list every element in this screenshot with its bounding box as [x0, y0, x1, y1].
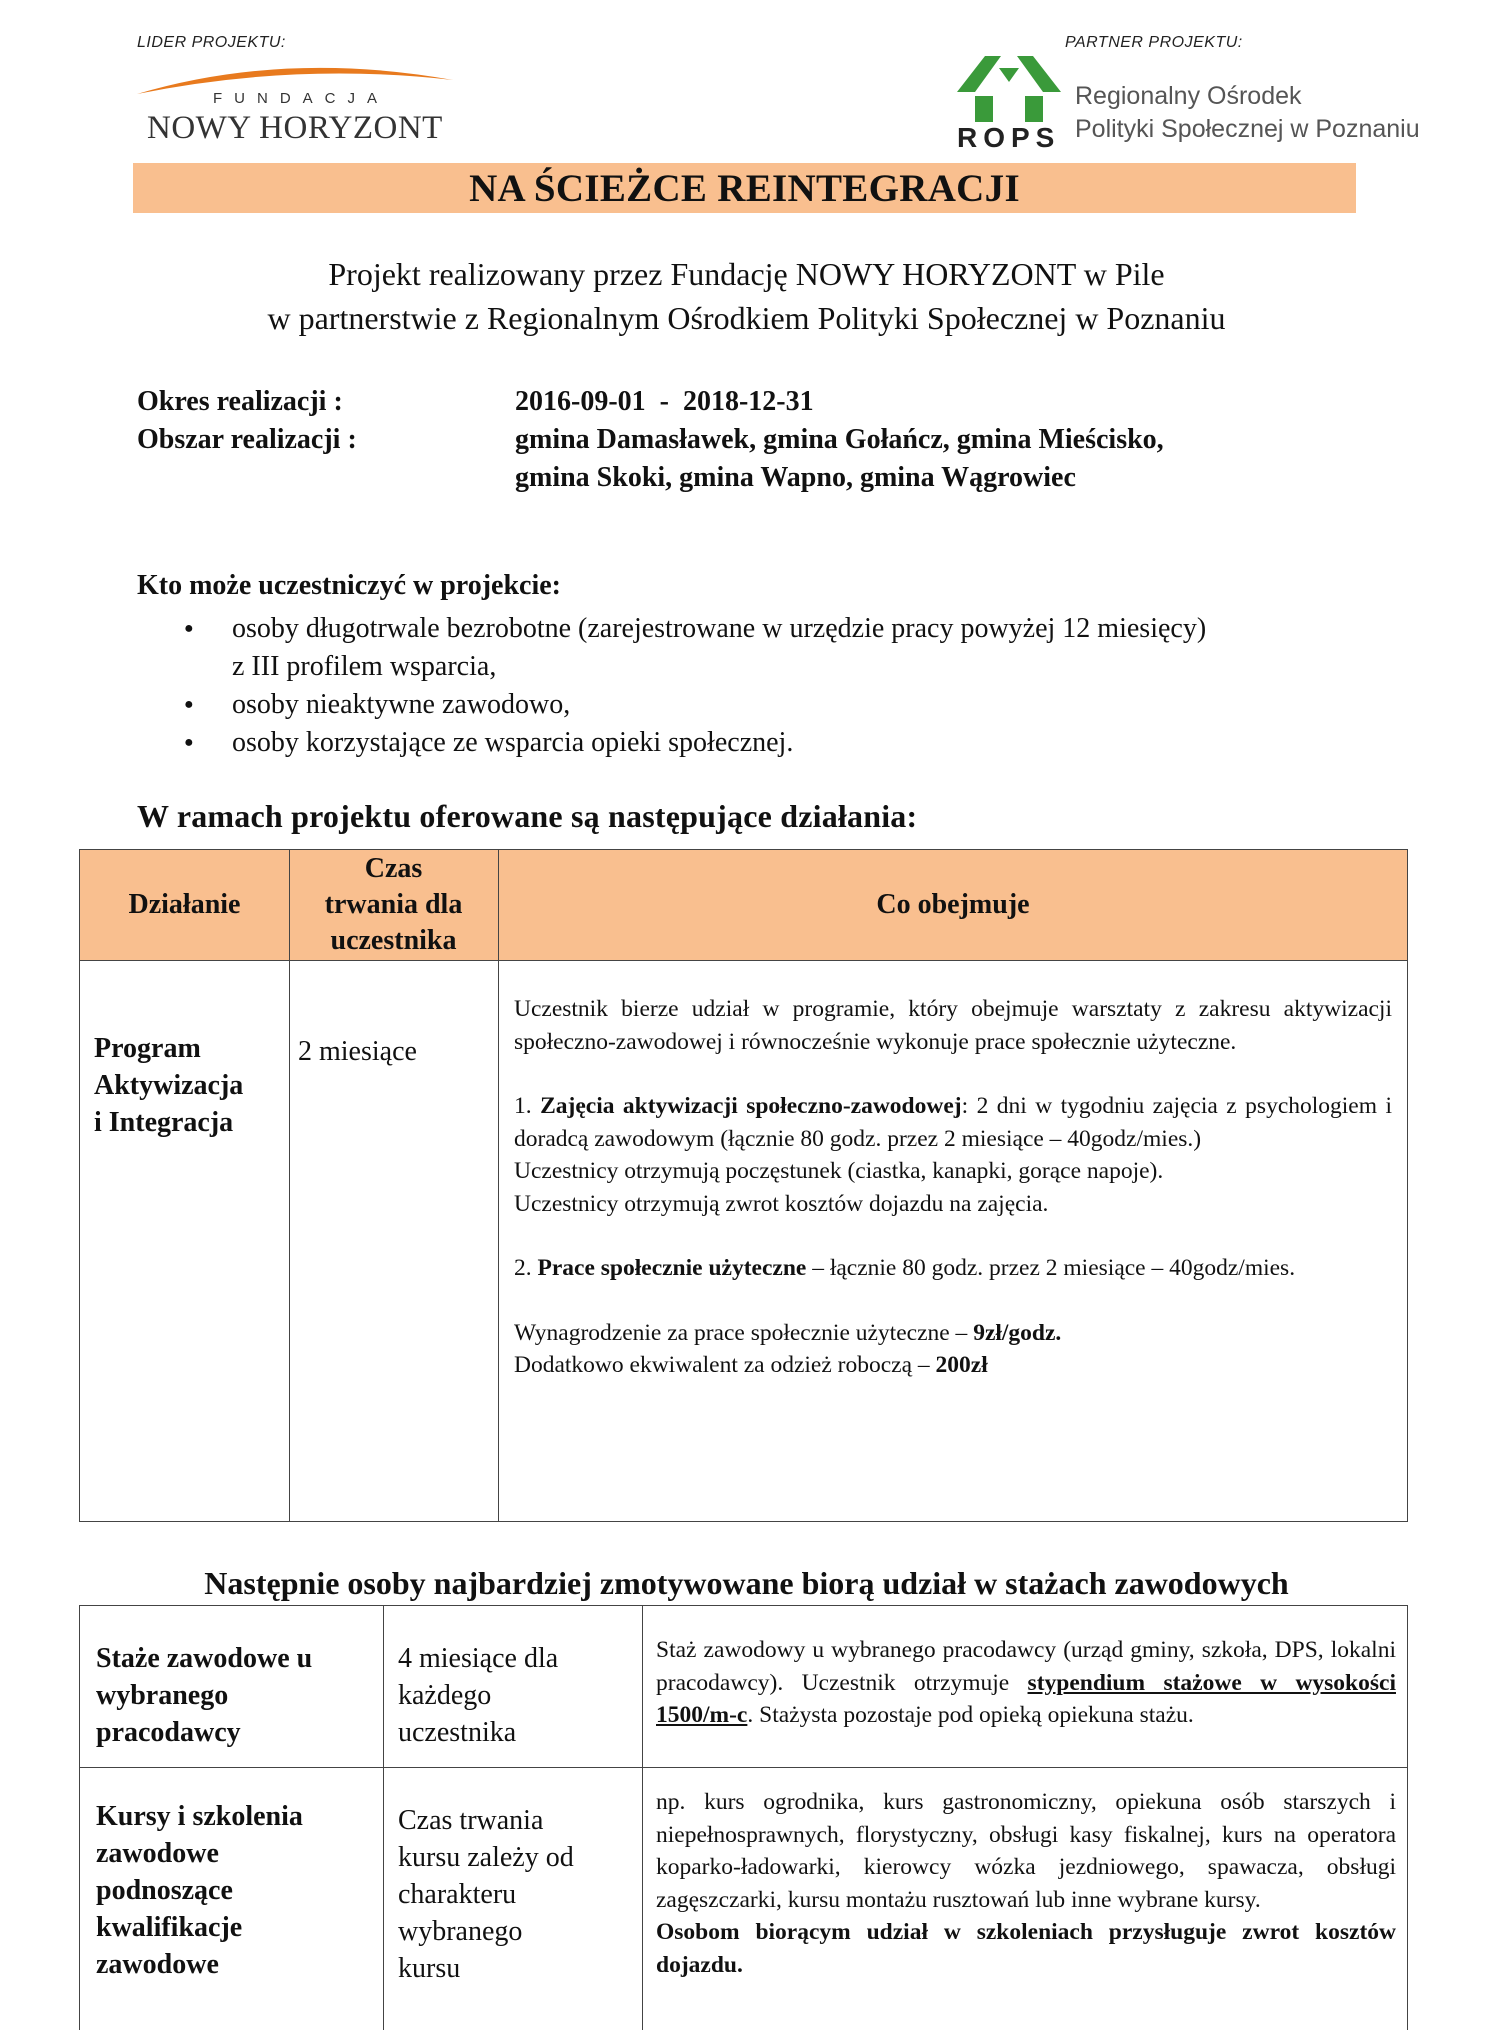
rops-name-line-1: Regionalny Ośrodek — [1075, 82, 1302, 110]
logo-name-text: NOWY HORYZONT — [147, 110, 443, 146]
title-bar — [133, 163, 1356, 213]
column-divider — [498, 850, 499, 1521]
row1-duration: 4 miesiące dla każdego uczestnika — [398, 1643, 559, 1748]
header-co-obejmuje: Co obejmuje — [876, 889, 1030, 920]
page-title: NA ŚCIEŻCE REINTEGRACJI — [469, 167, 1020, 210]
internships-table — [79, 1605, 1408, 2030]
section2-title: Następnie osoby najbardziej zmotywowane biorą udział w stażach zawodowych — [204, 1565, 1289, 1601]
list-item: ● osoby długotrwale bezrobotne (zarejestrowane w urzędzie pracy powyżej 12 miesięcy) — [180, 610, 1206, 648]
partner-label: PARTNER PROJEKTU: — [1065, 34, 1243, 51]
area-label: Obszar realizacji : — [137, 424, 357, 455]
rops-house-icon — [955, 52, 1063, 124]
who-title: Kto może uczestniczyć w projekcie: — [137, 570, 561, 601]
activity-duration: 2 miesiące — [298, 1036, 417, 1067]
row2-name: Kursy i szkolenia zawodowe podnoszące kwalifikacje zawodowe — [96, 1801, 303, 1980]
row2-duration: Czas trwania kursu zależy od charakteru wybranego kursu — [398, 1805, 574, 1984]
row1-description: Staż zawodowy u wybranego pracodawcy (urząd gminy, szkoła, DPS, lokalni pracodawcy). Uczestnik otrzymuje stypendium stażowe w wysokości 1500/m-c. Stażysta pozostaje pod opieką opiekuna stażu. — [656, 1637, 1396, 1728]
list-item: ● osoby korzystające ze wsparcia opieki społecznej. — [180, 724, 1206, 762]
column-divider — [383, 1606, 384, 2030]
row-divider — [80, 1767, 1407, 1768]
stipend-highlight: stypendium stażowe w wysokości 1500/m-c — [656, 1669, 1396, 1728]
header-dzialanie: Działanie — [128, 889, 241, 920]
period-label: Okres realizacji : — [137, 386, 343, 417]
intro-line-2: w partnerstwie z Regionalnym Ośrodkiem Polityki Społecznej w Poznaniu — [267, 300, 1226, 336]
header-czas: Czas trwania dla uczestnika — [324, 853, 463, 956]
activity-name: Program Aktywizacja i Integracja — [94, 1033, 244, 1138]
column-divider — [642, 1606, 643, 2030]
logo-fundacja-text: FUNDACJA — [213, 90, 390, 107]
row2-description: np. kurs ogrodnika, kurs gastronomiczny, opiekuna osób starszych i niepełnosprawnych, florystyczny, obsługi kasy fiskalnej, kurs na operatora koparko-ładowarki, kierowcy wózka jezdniowego, spawacza, obsługi zagęszczarki, kursu montażu rusztowań lub inne wybrane kursy. Osobom biorącym udział w szkoleniach przysługuje zwrot kosztów dojazdu. — [656, 1789, 1396, 1978]
list-item-continuation: z III profilem wsparcia, — [232, 651, 497, 682]
period-value: 2016-09-01 - 2018-12-31 — [515, 386, 814, 417]
rops-logo — [955, 50, 1425, 155]
activities-table — [79, 849, 1408, 1522]
section1-title: W ramach projektu oferowane są następujące działania: — [137, 798, 918, 834]
area-value-1: gmina Damasławek, gmina Gołańcz, gmina Mieścisko, — [515, 424, 1164, 455]
who-list — [180, 610, 1206, 762]
lider-label: LIDER PROJEKTU: — [137, 34, 286, 51]
rops-full-name — [1075, 80, 1420, 146]
list-item: ● osoby nieaktywne zawodowo, — [180, 686, 1206, 724]
row1-name: Staże zawodowe u wybranego pracodawcy — [96, 1643, 313, 1748]
activity-description: Uczestnik bierze udział w programie, który obejmuje warsztaty z zakresu aktywizacji społeczno-zawodowej i równocześnie wykonuje prace społecznie użyteczne. 1. Zajęcia aktywizacji społeczno-zawodowej: 2 dni w tygodniu zajęcia z psychologiem i doradcą zawodowym (łącznie 80 godz. przez 2 miesiące – 40godz/mies.) Uczestnicy otrzymują poczęstunek (ciastka, kanapki, gorące napoje). Uczestnicy otrzymują zwrot kosztów dojazdu na zajęcia. 2. Prace społecznie użyteczne – łącznie 80 godz. przez 2 miesiące – 40godz/mies. Wynagrodzenie za prace społecznie użyteczne – 9zł/godz. Dodatkowo ekwiwalent za odzież roboczą – 200zł — [514, 996, 1392, 1378]
area-value-2: gmina Skoki, gmina Wapno, gmina Wągrowiec — [515, 462, 1076, 493]
rops-acronym: ROPS — [957, 122, 1061, 153]
rops-name-line-2: Polityki Społecznej w Poznaniu — [1075, 115, 1420, 143]
intro-line-1: Projekt realizowany przez Fundację NOWY HORYZONT w Pile — [328, 256, 1165, 292]
fundacja-nowy-horyzont-logo — [135, 58, 455, 150]
intro — [0, 252, 1493, 340]
